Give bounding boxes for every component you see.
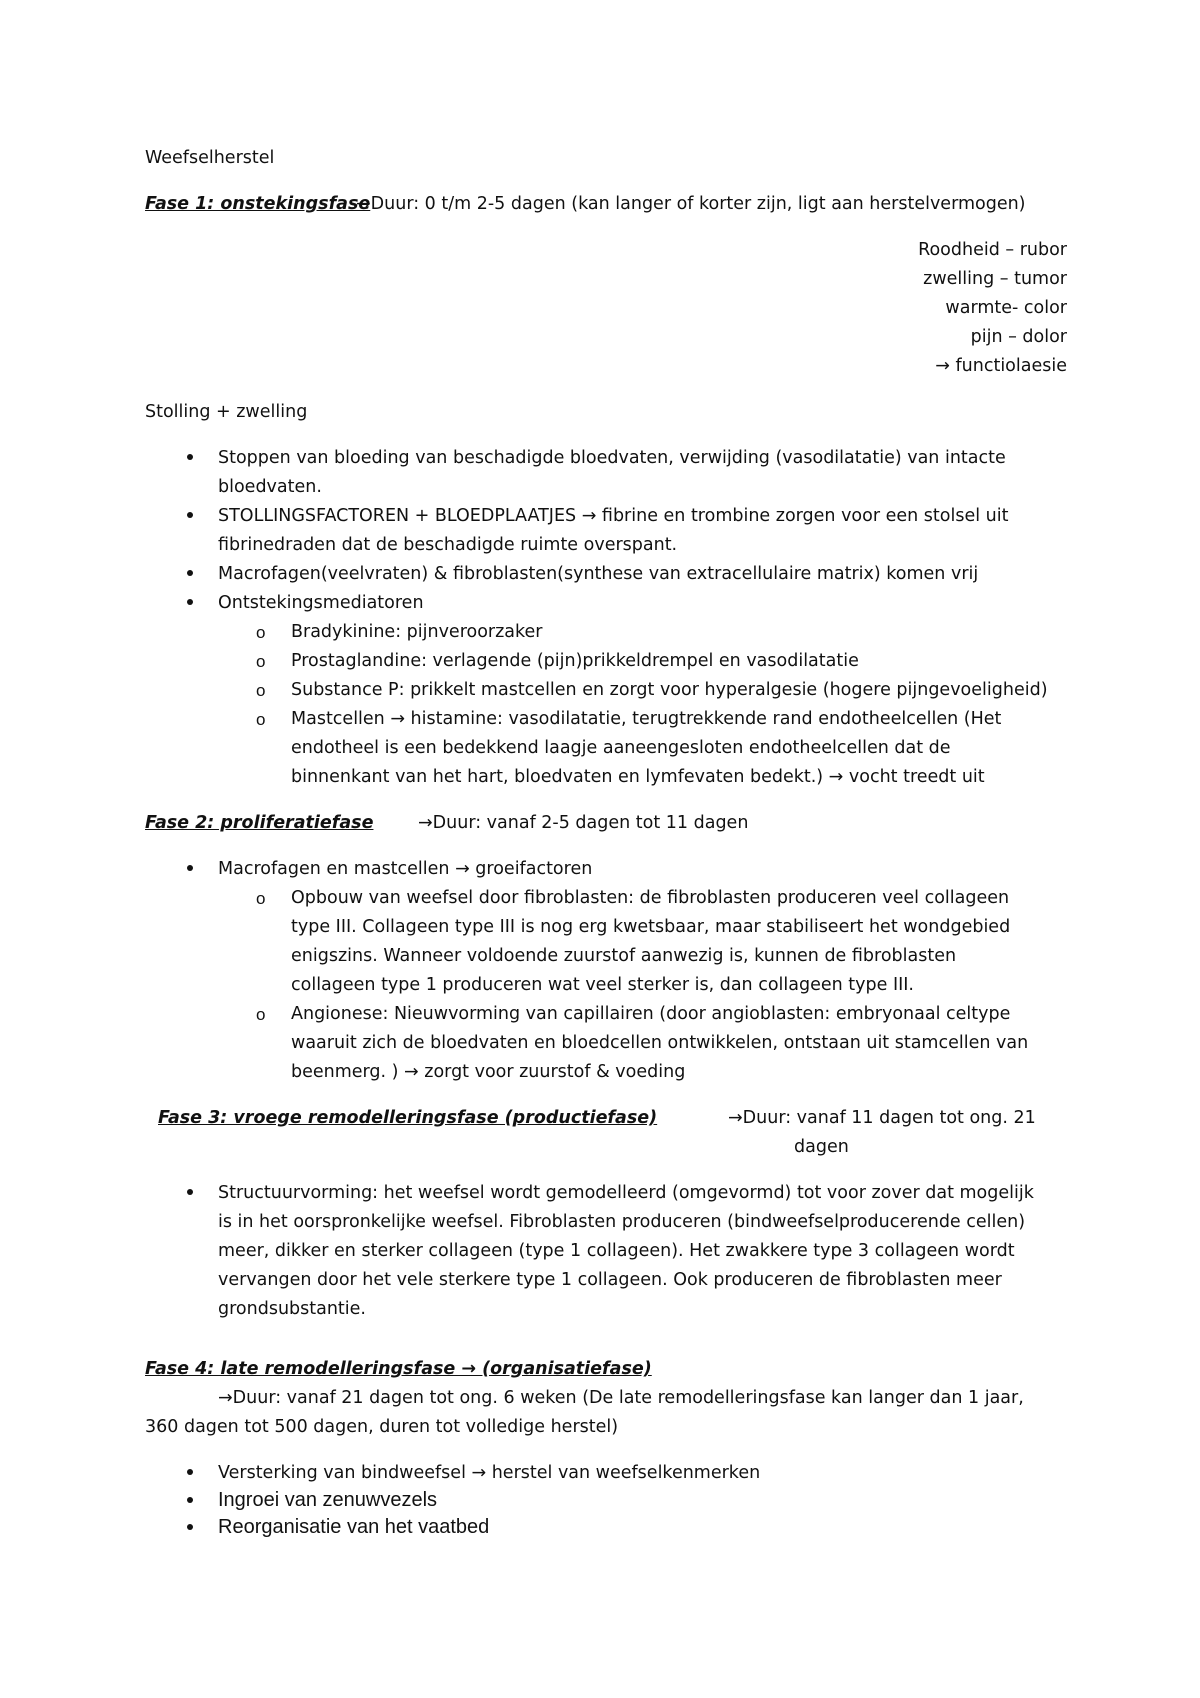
fase4-duration-line-2: 360 dagen tot 500 dagen, duren tot volledige herstel) <box>145 1417 619 1437</box>
fase1-bullet-1-line-2: bloedvaten. <box>218 477 322 497</box>
fase1-sub-4-line-3: binnenkant van het hart, bloedvaten en lymfevaten bedekt.) → vocht treedt uit <box>291 767 985 787</box>
fase3-bullet-1-line-3: meer, dikker en sterker collageen (type 1 collageen). Het zwakkere type 3 collageen wordt <box>218 1241 1015 1261</box>
bullet <box>187 1189 193 1195</box>
bullet <box>187 1497 193 1503</box>
fase2-sub-1-line-1: Opbouw van weefsel door fibroblasten: de fibroblasten produceren veel collageen <box>291 888 1010 908</box>
fase2-bullet-1: Macrofagen en mastcellen → groeifactoren <box>218 859 593 879</box>
fase3-bullet-1-line-5: grondsubstantie. <box>218 1299 366 1319</box>
fase2-sub-1-line-3: enigszins. Wanneer voldoende zuurstof aanwezig is, kunnen de fibroblasten <box>291 946 957 966</box>
fase1-sign-3: warmte- color <box>945 298 1067 318</box>
bullet <box>187 1524 193 1530</box>
bullet <box>187 512 193 518</box>
fase3-duration-line-2: dagen <box>794 1137 849 1157</box>
bullet <box>187 454 193 460</box>
fase4-bullet-2: Ingroei van zenuwvezels <box>218 1489 438 1511</box>
fase1-bullet-2-line-2: fibrinedraden dat de beschadigde ruimte overspant. <box>218 535 678 555</box>
bullet <box>187 570 193 576</box>
fase2-sub-1-line-4: collageen type 1 produceren wat veel sterker is, dan collageen type III. <box>291 975 914 995</box>
fase1-sub-4-line-1: Mastcellen → histamine: vasodilatatie, terugtrekkende rand endotheelcellen (Het <box>291 709 1002 729</box>
sub-bullet-marker: o <box>256 623 266 642</box>
fase1-sign-5: → functiolaesie <box>935 356 1067 376</box>
fase1-sub-2: Prostaglandine: verlagende (pijn)prikkeldrempel en vasodilatatie <box>291 651 859 671</box>
fase1-section-title: Stolling + zwelling <box>145 402 308 422</box>
fase2-sub-1-line-2: type III. Collageen type III is nog erg kwetsbaar, maar stabiliseert het wondgebied <box>291 917 1011 937</box>
fase2-duration: →Duur: vanaf 2-5 dagen tot 11 dagen <box>418 813 749 833</box>
fase2-heading: Fase 2: proliferatiefase <box>145 813 374 833</box>
bullet <box>187 599 193 605</box>
fase1-heading: Fase 1: onstekingsfase <box>145 194 371 214</box>
bullet <box>187 1469 193 1475</box>
fase3-bullet-1-line-2: is in het oorspronkelijke weefsel. Fibroblasten produceren (bindweefselproducerende cellen) <box>218 1212 1026 1232</box>
fase3-duration-line-1: →Duur: vanaf 11 dagen tot ong. 21 <box>728 1108 1036 1128</box>
fase1-duration: →Duur: 0 t/m 2-5 dagen (kan langer of korter zijn, ligt aan herstelvermogen) <box>356 194 1026 214</box>
fase2-sub-2-line-3: beenmerg. ) → zorgt voor zuurstof & voeding <box>291 1062 686 1082</box>
fase1-sub-4-line-2: endotheel is een bedekkend laagje aaneengesloten endotheelcellen dat de <box>291 738 951 758</box>
sub-bullet-marker: o <box>256 889 266 908</box>
fase1-bullet-1-line-1: Stoppen van bloeding van beschadigde bloedvaten, verwijding (vasodilatatie) van intacte <box>218 448 1006 468</box>
fase1-sub-3: Substance P: prikkelt mastcellen en zorgt voor hyperalgesie (hogere pijngevoeligheid) <box>291 680 1048 700</box>
fase3-heading: Fase 3: vroege remodelleringsfase (productiefase) <box>158 1108 658 1128</box>
fase1-bullet-4: Ontstekingsmediatoren <box>218 593 424 613</box>
sub-bullet-marker: o <box>256 710 266 729</box>
sub-bullet-marker: o <box>256 1005 266 1024</box>
bullet <box>187 865 193 871</box>
sub-bullet-marker: o <box>256 681 266 700</box>
fase1-sign-1: Roodheid – rubor <box>918 240 1067 260</box>
fase3-bullet-1-line-4: vervangen door het vele sterkere type 1 collageen. Ook produceren de fibroblasten meer <box>218 1270 1002 1290</box>
fase4-duration-line-1: →Duur: vanaf 21 dagen tot ong. 6 weken (De late remodelleringsfase kan langer dan 1 jaar, <box>218 1388 1024 1408</box>
fase4-heading: Fase 4: late remodelleringsfase → (organisatiefase) <box>145 1359 652 1379</box>
fase1-sign-2: zwelling – tumor <box>923 269 1067 289</box>
sub-bullet-marker: o <box>256 652 266 671</box>
fase2-sub-2-line-2: waaruit zich de bloedvaten en bloedcellen ontwikkelen, ontstaan uit stamcellen van <box>291 1033 1029 1053</box>
fase1-bullet-2-line-1: STOLLINGSFACTOREN + BLOEDPLAATJES → fibrine en trombine zorgen voor een stolsel uit <box>218 506 1009 526</box>
fase4-bullet-1: Versterking van bindweefsel → herstel van weefselkenmerken <box>218 1463 761 1483</box>
fase1-sign-4: pijn – dolor <box>970 327 1067 347</box>
fase1-bullet-3: Macrofagen(veelvraten) & fibroblasten(synthese van extracellulaire matrix) komen vrij <box>218 564 979 584</box>
document-title: Weefselherstel <box>145 148 275 168</box>
fase2-sub-2-line-1: Angionese: Nieuwvorming van capillairen (door angioblasten: embryonaal celtype <box>291 1004 1011 1024</box>
fase4-bullet-3: Reorganisatie van het vaatbed <box>218 1516 490 1538</box>
fase3-bullet-1-line-1: Structuurvorming: het weefsel wordt gemodelleerd (omgevormd) tot voor zover dat mogelijk <box>218 1183 1034 1203</box>
fase1-sub-1: Bradykinine: pijnveroorzaker <box>291 622 543 642</box>
